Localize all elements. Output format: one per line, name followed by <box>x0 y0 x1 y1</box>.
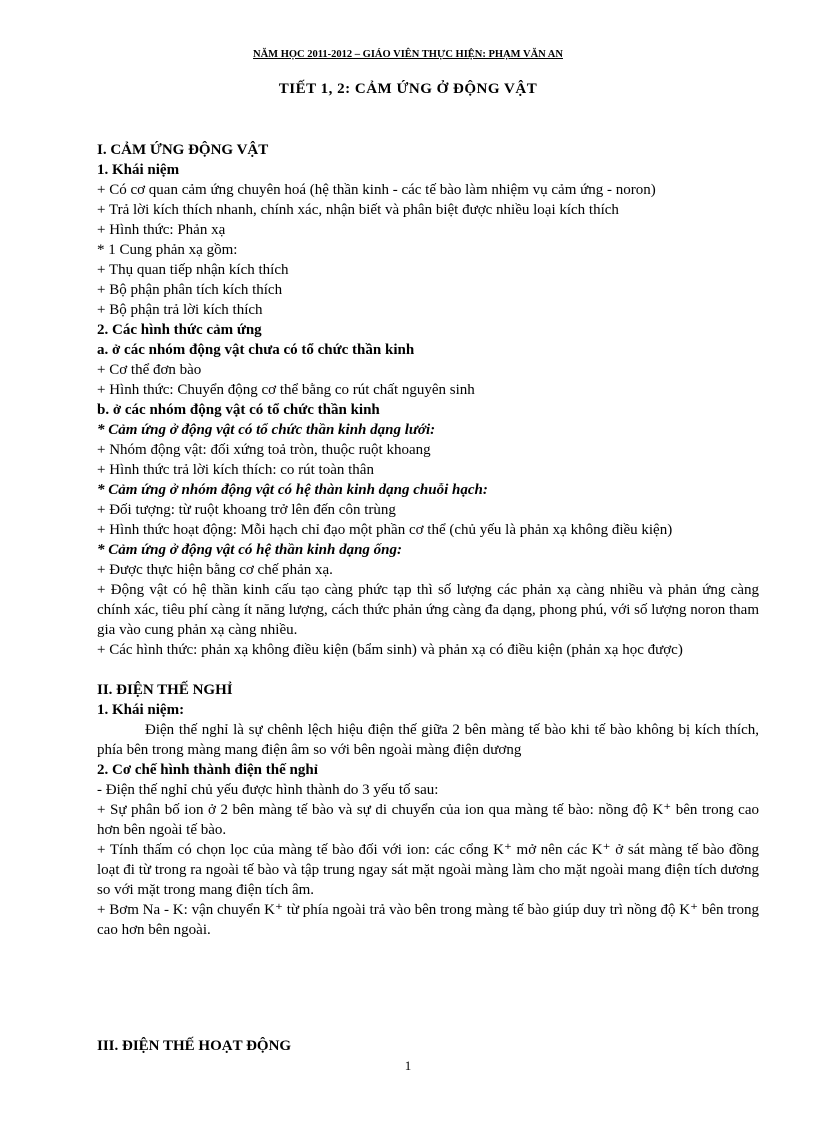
subsection-heading: 2. Cơ chế hình thành điện thế nghỉ <box>97 762 318 778</box>
document-body <box>97 140 759 940</box>
paragraph: + Động vật có hệ thần kinh cấu tạo càng phức tạp thì số lượng các phản xạ càng nhiều và phản ứng càng chính xác, tiêu phí càng ít năng lượng, cách thức phản ứng càng đa dạng, phong phú, với số lượng noron tham gia vào cung phản xạ càng nhiều. <box>97 582 759 638</box>
paragraph-line: + Nhóm động vật: đối xứng toả tròn, thuộc ruột khoang <box>97 442 431 458</box>
paragraph-line: + Hình thức: Phản xạ <box>97 222 226 238</box>
paragraph-line: + Thụ quan tiếp nhận kích thích <box>97 262 289 278</box>
page-header: NĂM HỌC 2011-2012 – GIÁO VIÊN THỰC HIỆN: PHẠM VĂN AN <box>253 49 563 60</box>
paragraph: Điện thế nghỉ là sự chênh lệch hiệu điện thế giữa 2 bên màng tế bào khi tế bào không bị kích thích, phía bên trong màng mang điện âm so với bên ngoài màng điện dương <box>97 722 759 758</box>
subsection-heading: b. ở các nhóm động vật có tổ chức thần kinh <box>97 402 380 418</box>
paragraph: + Sự phân bố ion ở 2 bên màng tế bào và sự di chuyển của ion qua màng tế bào: nồng độ K⁺ bên trong cao hơn bên ngoài tế bào. <box>97 802 759 838</box>
paragraph-line: + Bộ phận trả lời kích thích <box>97 302 263 318</box>
page-title: TIẾT 1, 2: CẢM ỨNG Ở ĐỘNG VẬT <box>278 81 538 97</box>
emphasis-heading: * Cảm ứng ở động vật có tổ chức thần kinh dạng lưới: <box>97 422 436 438</box>
page-number: 1 <box>404 1058 412 1073</box>
paragraph-line: + Được thực hiện bằng cơ chế phản xạ. <box>97 562 333 578</box>
section-heading: II. ĐIỆN THẾ NGHỈ <box>97 682 233 698</box>
paragraph: + Tính thấm có chọn lọc của màng tế bào đối với ion: các cổng K⁺ mở nên các K⁺ ở sát màng tế bào đồng loạt đi từ trong ra ngoài tế bào và tập trung ngay sát mặt ngoài màng làm cho mặt ngoài mang điện tích dương so với mặt trong mang điện tích âm. <box>97 842 759 898</box>
paragraph-line: + Cơ thể đơn bào <box>97 362 202 378</box>
paragraph-line: + Trả lời kích thích nhanh, chính xác, nhận biết và phân biệt được nhiều loại kích thích <box>97 202 619 218</box>
subsection-heading: 1. Khái niệm <box>97 162 180 178</box>
paragraph-line: + Đối tượng: từ ruột khoang trở lên đến côn trùng <box>97 502 396 518</box>
paragraph-line: * 1 Cung phản xạ gồm: <box>97 242 238 258</box>
subsection-heading: a. ở các nhóm động vật chưa có tổ chức thần kinh <box>97 342 415 358</box>
subsection-heading: 2. Các hình thức cảm ứng <box>97 322 262 338</box>
paragraph-line: + Hình thức: Chuyển động cơ thể bằng co rút chất nguyên sinh <box>97 382 475 398</box>
paragraph-line: + Có cơ quan cảm ứng chuyên hoá (hệ thần kinh - các tế bào làm nhiệm vụ cảm ứng - noron) <box>97 182 656 198</box>
section-heading: III. ĐIỆN THẾ HOẠT ĐỘNG <box>97 1038 292 1054</box>
paragraph-line: + Bộ phận phân tích kích thích <box>97 282 283 298</box>
emphasis-heading: * Cảm ứng ở động vật có hệ thần kinh dạng ống: <box>97 542 403 558</box>
section-heading: I. CẢM ỨNG ĐỘNG VẬT <box>97 142 269 158</box>
paragraph-line: - Điện thế nghỉ chủ yếu được hình thành do 3 yếu tố sau: <box>97 782 439 798</box>
subsection-heading: 1. Khái niệm: <box>97 702 185 718</box>
paragraph: + Bơm Na - K: vận chuyển K⁺ từ phía ngoài trả vào bên trong màng tế bào giúp duy trì nồng độ K⁺ bên trong cao hơn bên ngoài. <box>97 902 759 938</box>
paragraph-line: + Hình thức hoạt động: Mỗi hạch chỉ đạo một phần cơ thể (chủ yếu là phản xạ không điều kiện) <box>97 522 673 538</box>
paragraph-line: + Các hình thức: phản xạ không điều kiện (bẩm sinh) và phản xạ có điều kiện (phản xạ học được) <box>97 642 683 658</box>
emphasis-heading: * Cảm ứng ở nhóm động vật có hệ thàn kinh dạng chuỗi hạch: <box>97 482 488 498</box>
paragraph-line: + Hình thức trả lời kích thích: co rút toàn thân <box>97 462 374 478</box>
spacer <box>97 660 759 680</box>
